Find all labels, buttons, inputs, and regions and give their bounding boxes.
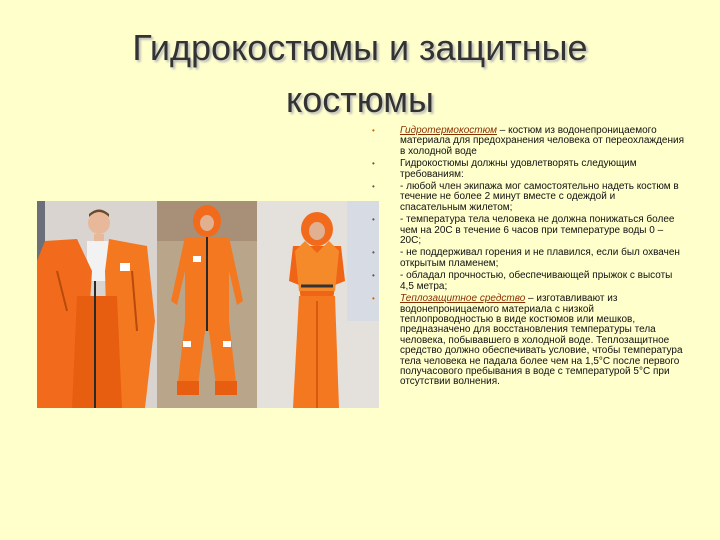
list-item <box>374 271 684 292</box>
bullet-icon: • <box>372 271 375 281</box>
bullet-icon: • <box>372 126 375 135</box>
slide-title-line-1: Гидрокостюмы и защитные <box>132 27 588 68</box>
photo-person-in-suit-with-vest <box>257 201 379 408</box>
requirements-list <box>374 126 684 388</box>
list-item <box>374 294 684 388</box>
bullet-icon: • <box>372 182 375 192</box>
list-item-text: – костюм из водонепроницаемого материала для предохранения человека от переохлаждения в холодной воде <box>400 125 685 157</box>
bullet-icon: • <box>372 215 375 225</box>
list-item <box>374 159 684 180</box>
list-item-text: - не поддерживал горения и не плавился, если был охвачен открытым пламенем; <box>400 247 680 269</box>
term-thermal-protective-aid: Теплозащитное средство <box>400 293 526 305</box>
list-item <box>374 182 684 213</box>
list-item <box>374 215 684 246</box>
list-item-text: – изготавливают из водонепроницаемого материала с низкой теплопроводностью в виде костюмов или мешков, предназначено для восстановления температуры тела человека, побывавшего в холодной воде. Теплозащитное средство должно обеспечивать условие, чтобы температура тела человека не падала более чем на 1,5°С после первого получасового пребывания в воде с температурой 5°С при отсутствии волнения. <box>400 293 683 388</box>
bullet-icon: • <box>372 248 375 258</box>
list-item-text: Гидрокостюмы должны удовлетворять следующим требованиям: <box>400 158 637 180</box>
slide-title <box>40 22 680 126</box>
list-item-text: - обладал прочностью, обеспечивающей прыжок с высоты 4,5 метра; <box>400 270 673 292</box>
photo-strip <box>37 201 379 408</box>
bullet-icon: • <box>372 159 375 169</box>
photo-person-in-full-suit <box>157 201 257 408</box>
list-item-text: - любой член экипажа мог самостоятельно надеть костюм в течение не более 2 минут вместе с одеждой и спасательным жилетом; <box>400 181 679 213</box>
bullet-icon: • <box>372 294 375 304</box>
list-item-text: - температура тела человека не должна понижаться более чем на 20С в течение 6 часов при температуре воды 0 – 20С; <box>400 214 675 247</box>
list-item <box>374 126 684 157</box>
list-item <box>374 248 684 269</box>
term-hydrothermal-suit: Гидротермокостюм <box>400 125 497 136</box>
photo-man-putting-on-suit <box>37 201 157 408</box>
slide-title-line-2: костюмы <box>286 79 434 120</box>
